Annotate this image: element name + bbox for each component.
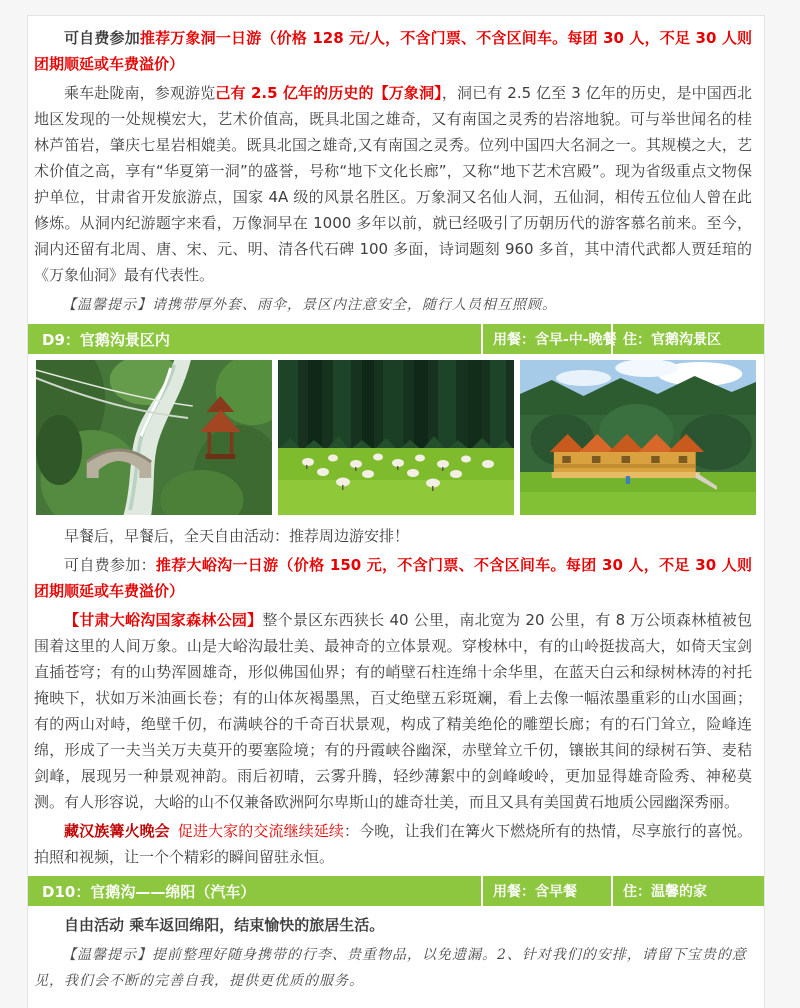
day-header-d9 <box>28 324 764 354</box>
free-day-line: 早餐后，早餐后，全天自由活动：推荐周边游安排！ <box>64 527 410 545</box>
meadow-photo-art <box>278 360 514 515</box>
itinerary-document <box>27 15 765 1008</box>
optional-tour-prefix-d9: 可自费参加： <box>64 556 156 574</box>
day-title-d10: D10：官鹅沟——绵阳（汽车） <box>42 882 256 901</box>
cave-desc-body: ，洞已有 2.5 亿至 3 亿年的历史，是中国西北地区发现的一处规模宏大，艺术价值高，既具北国之雄奇，又有南国之灵秀的岩溶地貌。可与举世闻名的桂林芦笛岩，肇庆七星岩相媲美。既具北国之雄奇,又有南国之灵秀。位列中国四大名洞之一。其规模之大，艺术价值之高，享有“华夏第一洞”的盛誉，号称“地下文化长廊”，又称“地下艺术宫殿”。现为省级重点文物保护单位，甘肃省开发旅游点，国家 4A 级的风景名胜区。万象洞又名仙人洞，五仙洞，相传五位仙人曾在此修炼。从洞内纪游题字来看，万像洞早在 1000 多年以前，就已经吸引了历朝历代的游客慕名前来。至今，洞内还留有北周、唐、宋、元、明、清各代石碑 100 多面，诗词题刻 960 多首，其中清代武都人贾廷琯的《万象仙洞》最有代表性。 <box>34 84 752 284</box>
optional-tour-line-d8 <box>34 25 752 77</box>
gorge-bridge-pavilion-photo <box>36 360 272 515</box>
warm-tip-d8: 【温馨提示】请携带厚外套、雨伞，景区内注意安全，随行人员相互照顾。 <box>62 297 557 313</box>
park-name-highlight: 【甘肃大峪沟国家森林公园】 <box>64 611 263 629</box>
lodge-photo-art <box>520 360 756 515</box>
optional-tour-detail-d9: 推荐大峪沟一日游（价格 150 元，不含门票、不含区间车。每团 30 人，不足 30 人则团期顺延或车费溢价） <box>34 556 752 600</box>
bonfire-paragraph <box>34 818 752 870</box>
wanxiang-cave-paragraph <box>34 80 752 288</box>
photo-row <box>36 360 756 515</box>
day-title-d9: D9：官鹅沟景区内 <box>42 330 170 349</box>
forest-lodge-photo <box>520 360 756 515</box>
bonfire-body: ：今晚，让我们在篝火下燃烧所有的热情，尽享旅行的喜悦。拍照和视频，让一个个精彩的瞬间留驻永恒。 <box>34 822 752 866</box>
bonfire-title: 藏汉族篝火晚会 <box>64 822 170 840</box>
optional-tour-line-d9 <box>34 552 752 604</box>
day-stay-d10: 住：温馨的家 <box>611 876 764 906</box>
optional-tour-detail: 推荐万象洞一日游（价格 128 元/人，不含门票、不含区间车。每团 30 人，不足 30 人则团期顺延或车费溢价） <box>34 29 752 73</box>
day-header-d10 <box>28 876 764 906</box>
cave-desc-highlight: 己有 2.5 亿年的历史的【万象洞】 <box>215 84 442 102</box>
day-meals-d10: 用餐：含早餐 <box>481 876 611 906</box>
dayugou-park-paragraph <box>34 607 752 815</box>
gorge-photo-art <box>36 360 272 515</box>
day-meals-d9: 用餐：含早-中-晚餐 <box>481 324 611 354</box>
park-desc-body: 整个景区东西狭长 40 公里，南北宽为 20 公里，有 8 万公顷森林植被包围着这里的人间万象。山是大峪沟最壮美、最神奇的立体景观。穿梭林中，有的山岭挺拔高大，如倚天宝剑直插苍穹；有的山势浑圆雄奇，形似佛国仙界；有的峭壁石柱连绵十余华里，在蓝天白云和绿树林涛的衬托掩映下，状如万米油画长卷；有的山体灰褐墨黑，百丈绝壁五彩斑斓，看上去像一幅浓墨重彩的山水国画；有的两山对峙，绝壁千仞，布满峡谷的千奇百状景观，构成了精美绝伦的雕塑长廊；有的石门耸立，险峰连绵，形成了一夫当关万夫莫开的要塞险境；有的丹霞峡谷幽深，赤壁耸立千仞，镶嵌其间的绿树石笋、麦秸剑峰，展现另一种景观神韵。雨后初晴，云雾升腾，轻纱薄絮中的剑峰峻岭，更加显得雄奇险秀、神秘莫测。有人形容说，大峪的山不仅兼备欧洲阿尔卑斯山的雄奇壮美，而且又具有美国黄石地质公园幽深秀丽。 <box>34 611 752 811</box>
meadow-sheep-photo <box>278 360 514 515</box>
cave-desc-prefix: 乘车赴陇南，参观游览 <box>64 84 216 102</box>
return-line: 自由活动 乘车返回绵阳，结束愉快的旅居生活。 <box>64 916 385 934</box>
warm-tip-d10: 【温馨提示】提前整理好随身携带的行李、贵重物品，以免遗漏。2、针对我们的安排，请留下宝贵的意见，我们会不断的完善自我，提供更优质的服务。 <box>34 947 747 989</box>
bonfire-subtitle: 促进大家的交流继续延续 <box>177 822 345 840</box>
day-stay-d9: 住：官鹅沟景区 <box>611 324 764 354</box>
optional-tour-prefix: 可自费参加 <box>64 29 140 47</box>
